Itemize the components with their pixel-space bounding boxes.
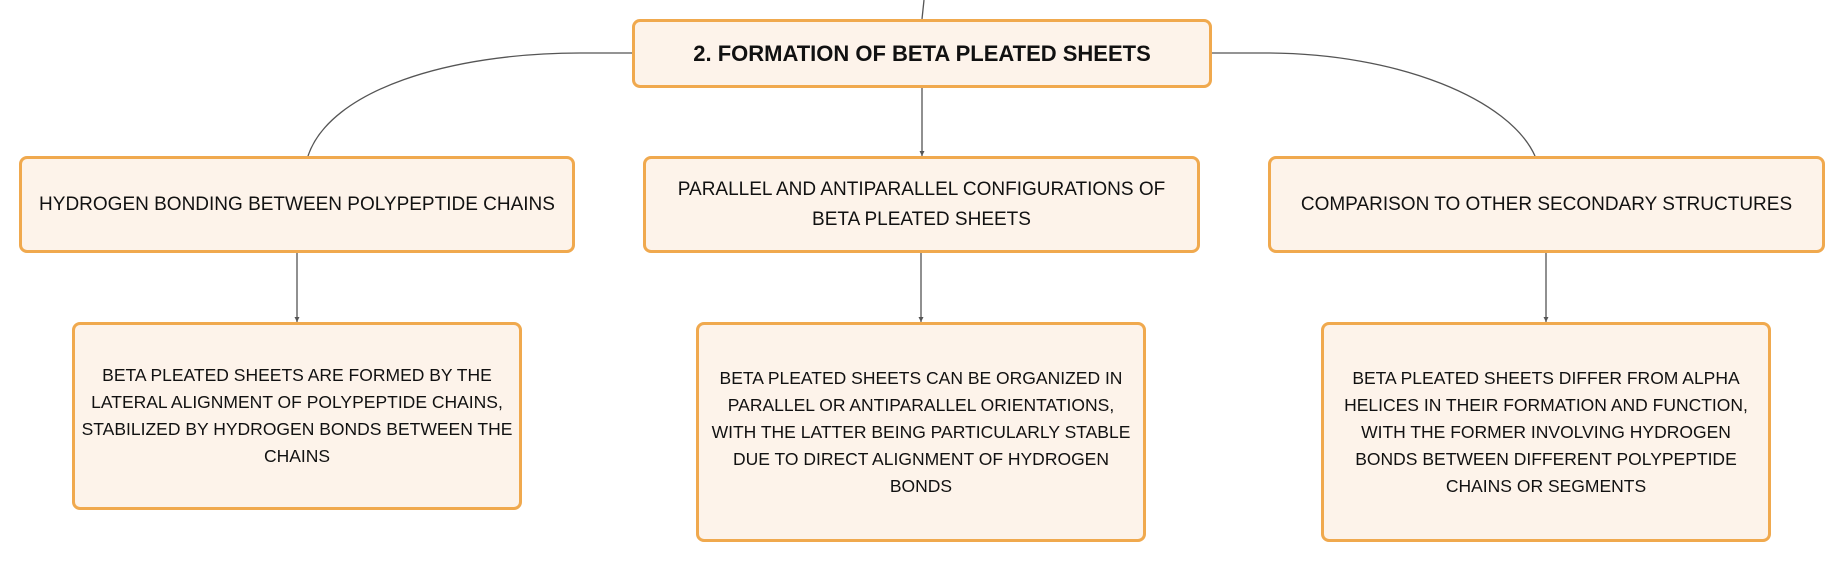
detail-node-comparison[interactable] (1321, 322, 1771, 542)
root-node-label: 2. FORMATION OF BETA PLEATED SHEETS (693, 40, 1151, 66)
detail-node-text: BETA PLEATED SHEETS ARE FORMED BY THE LATERAL ALIGNMENT OF POLYPEPTIDE CHAINS, STABILIZED BY HYDROGEN BONDS BETWEEN THE CHAINS (81, 365, 513, 466)
branch-node-comparison[interactable] (1268, 156, 1825, 253)
detail-node-text: BETA PLEATED SHEETS DIFFER FROM ALPHA HELICES IN THEIR FORMATION AND FUNCTION, WITH THE FORMER INVOLVING HYDROGEN BONDS BETWEEN DIFFERENT POLYPEPTIDE CHAINS OR SEGMENTS (1344, 367, 1748, 496)
branch-node-label: COMPARISON TO OTHER SECONDARY STRUCTURES (1300, 193, 1793, 215)
branch-node-hydrogen-bonding[interactable] (19, 156, 575, 253)
detail-node-hydrogen-bonding[interactable] (72, 322, 522, 510)
connector-root-to-branch-1 (308, 53, 632, 156)
branch-node-label: PARALLEL AND ANTIPARALLEL CONFIGURATIONS OF BETA PLEATED SHEETS (677, 178, 1166, 230)
branch-node-label: HYDROGEN BONDING BETWEEN POLYPEPTIDE CHAINS (39, 193, 555, 215)
detail-node-text: BETA PLEATED SHEETS CAN BE ORGANIZED IN PARALLEL OR ANTIPARALLEL ORIENTATIONS, WITH THE LATTER BEING PARTICULARLY STABLE DUE TO DIRECT ALIGNMENT OF HYDROGEN BONDS (711, 367, 1131, 496)
branch-node-parallel-antiparallel[interactable] (643, 156, 1200, 253)
detail-node-parallel-antiparallel[interactable] (696, 322, 1146, 542)
connector-root-to-branch-3 (1212, 53, 1535, 156)
connector-parent-to-root (922, 0, 924, 19)
root-node[interactable] (632, 19, 1212, 88)
